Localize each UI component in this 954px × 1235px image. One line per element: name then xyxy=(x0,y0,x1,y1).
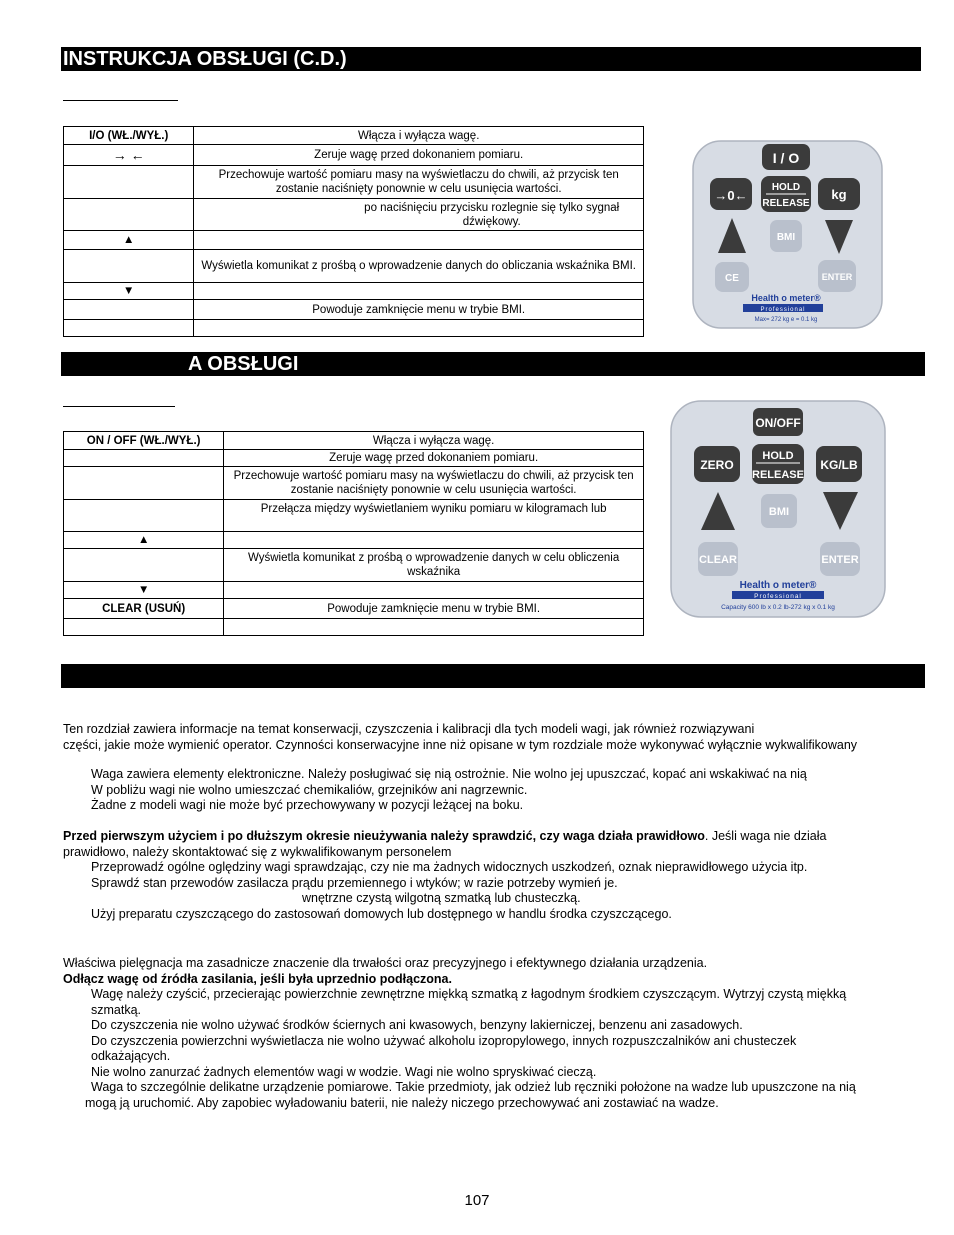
control-key xyxy=(64,549,224,582)
warning-item: W pobliżu wagi nie wolno umieszczać chemikaliów, grzejników ani nagrzewnic. xyxy=(91,782,528,797)
check-item: Sprawdź stan przewodów zasilacza prądu przemiennego i wtyków; w razie potrzeby wymień je. xyxy=(91,875,618,890)
warning-list xyxy=(63,767,923,814)
release-key-label: RELEASE xyxy=(752,469,804,481)
control-key: CLEAR (USUŃ) xyxy=(64,599,224,619)
controls-table xyxy=(63,126,644,337)
controls-table xyxy=(63,431,644,636)
control-key xyxy=(64,199,194,231)
hold-key-label: HOLD xyxy=(762,450,794,462)
care-intro: Właściwa pielęgnacja ma zasadnicze znaczenie dla trwałości oraz precyzyjnego i efektywnego działania urządzenia. xyxy=(63,956,708,970)
control-desc: Przechowuje wartość pomiaru masy na wyświetlaczu do chwili, aż przycisk ten zostanie naciśnięty ponownie w celu usunięcia wartości. xyxy=(194,166,644,199)
control-key xyxy=(64,467,224,500)
control-key: ▼ xyxy=(64,582,224,599)
io-key-label: I / O xyxy=(772,150,800,166)
control-key: ON / OFF (WŁ./WYŁ.) xyxy=(64,432,224,450)
release-key-label: RELEASE xyxy=(762,198,810,209)
control-desc xyxy=(224,582,644,599)
enter-key-label: ENTER xyxy=(821,272,853,282)
control-key: ▲ xyxy=(64,231,194,250)
clean-item-cont: mogą ją uruchomić. Aby zapobiec wyładowaniu baterii, nie należy niczego przechowywać ani zostawiać na wadze. xyxy=(85,1095,719,1110)
section-title-bar xyxy=(61,47,921,71)
check-intro-rest: . Jeśli waga nie działa xyxy=(704,829,827,843)
keypad-image-1 xyxy=(690,138,885,331)
intro-paragraph xyxy=(63,722,923,753)
kg-key-label: kg xyxy=(831,187,847,202)
section-title: INSTRUKCJA OBSŁUGI (C.D.) xyxy=(63,48,347,70)
brand-logo: Health o meter® xyxy=(751,293,821,303)
control-desc: po naciśnięciu przycisku rozlegnie się tylko sygnał dźwiękowy. xyxy=(194,199,644,231)
control-key: → ← xyxy=(64,145,194,166)
control-desc: Przechowuje wartość pomiaru masy na wyświetlaczu do chwili, aż przycisk ten zostanie naciśnięty ponownie w celu usunięcia wartości. xyxy=(224,467,644,500)
zero-key-label: →0← xyxy=(714,188,748,203)
check-item: Użyj preparatu czyszczącego do zastosowań domowych lub dostępnego w handlu środka czyszczącego. xyxy=(91,906,672,921)
intro-line: części, jakie może wymienić operator. Czynności konserwacyjne inne niż opisane w tym rozdziale może wykonywać wyłącznie wykwalifikowany xyxy=(63,737,858,752)
warning-item: Żadne z modeli wagi nie może być przechowywany w pozycji leżącej na boku. xyxy=(91,798,524,812)
capacity-label: Capacity 600 lb x 0.2 lb-272 kg x 0.1 kg xyxy=(721,604,835,611)
clean-item: Wagę należy czyścić, przecierając powierzchnie zewnętrzne miękką szmatką z łagodnym środkiem czyszczącym. Wytrzyj czystą miękką xyxy=(91,987,847,1001)
check-intro-line2: prawidłowo, należy skontaktować się z wykwalifikowanym personelem xyxy=(63,844,452,859)
control-desc: Przełącza między wyświetlaniem wyniku pomiaru w kilogramach lub xyxy=(224,500,644,532)
control-desc xyxy=(194,283,644,300)
check-item: Przeprowadź ogólne oględziny wagi sprawdzając, czy nie ma żadnych widocznych uszkodzeń, oznak nieprawidłowego użycia itp. xyxy=(91,860,808,874)
intro-line: Ten rozdział zawiera informacje na temat konserwacji, czyszczenia i kalibracji dla tych modeli wagi, jak również rozwiązywani xyxy=(63,722,755,736)
control-key: I/O (WŁ./WYŁ.) xyxy=(64,127,194,145)
section-title-bar xyxy=(61,664,925,688)
subheading-underline xyxy=(63,406,175,407)
control-key: ▼ xyxy=(64,283,194,300)
onoff-key-label: ON/OFF xyxy=(755,416,801,430)
keypad-image-2 xyxy=(668,398,888,620)
control-key xyxy=(64,250,194,283)
control-desc xyxy=(194,231,644,250)
hold-key-label: HOLD xyxy=(771,182,801,193)
control-key xyxy=(64,500,224,532)
brand-logo: Health o meter® xyxy=(739,580,817,591)
control-desc: Wyświetla komunikat z prośbą o wprowadzenie danych do obliczania wskaźnika BMI. xyxy=(194,250,644,283)
control-key xyxy=(64,320,194,337)
bmi-key-label: BMI xyxy=(768,506,790,518)
clean-item: Nie wolno zanurzać żadnych elementów wagi w wodzie. Wagi nie wolno spryskiwać cieczą. xyxy=(91,1064,597,1079)
warning-item: Waga zawiera elementy elektroniczne. Należy posługiwać się nią ostrożnie. Nie wolno jej upuszczać, kopać ani wskakiwać na nią xyxy=(91,767,807,781)
capacity-label: Max= 272 kg e = 0.1 kg xyxy=(754,317,818,323)
clean-item: Do czyszczenia powierzchni wyświetlacza nie wolno używać alkoholu izopropylowego, innych rozpuszczalników ani chusteczek xyxy=(91,1033,797,1048)
control-desc xyxy=(224,532,644,549)
clear-key-label: CLEAR xyxy=(699,554,737,566)
control-desc: Włącza i wyłącza wagę. xyxy=(194,127,644,145)
enter-key-label: ENTER xyxy=(821,554,859,566)
control-desc: Zeruje wagę przed dokonaniem pomiaru. xyxy=(224,450,644,467)
clean-item: Waga to szczególnie delikatne urządzenie pomiarowe. Takie przedmioty, jak odzież lub ręczniki położone na wadze lub upuszczone na nią xyxy=(91,1080,856,1094)
kglb-key-label: KG/LB xyxy=(820,458,858,472)
ce-key-label: CE xyxy=(725,273,739,284)
check-section xyxy=(63,829,923,922)
control-desc: Zeruje wagę przed dokonaniem pomiaru. xyxy=(194,145,644,166)
control-key xyxy=(64,450,224,467)
control-desc xyxy=(194,320,644,337)
clean-item-cont: odkażających. xyxy=(91,1049,171,1063)
control-desc: Powoduje zamknięcie menu w trybie BMI. xyxy=(224,599,644,619)
clean-item-cont: szmatką. xyxy=(91,1002,142,1017)
brand-professional: Professional xyxy=(754,593,802,600)
check-intro xyxy=(63,829,923,845)
subheading-underline xyxy=(63,100,178,101)
section-title-bar xyxy=(61,352,925,376)
zero-key-label: ZERO xyxy=(700,458,734,472)
check-intro-bold: Przed pierwszym użyciem i po dłuższym okresie nieużywania należy sprawdzić, czy waga działa prawidłowo xyxy=(63,829,705,843)
check-item: wnętrzne czystą wilgotną szmatką lub chusteczką. xyxy=(302,891,581,905)
control-desc xyxy=(224,619,644,636)
control-desc: Włącza i wyłącza wagę. xyxy=(224,432,644,450)
section-title: A OBSŁUGI xyxy=(188,353,299,375)
control-key: ▲ xyxy=(64,532,224,549)
clean-item: Do czyszczenia nie wolno używać środków ściernych ani kwasowych, benzyny lakierniczej, benzenu ani zasadowych. xyxy=(91,1018,743,1032)
bmi-key-label: BMI xyxy=(776,232,796,243)
control-desc: Powoduje zamknięcie menu w trybie BMI. xyxy=(194,300,644,320)
page-number: 107 xyxy=(464,1192,490,1209)
control-key xyxy=(64,300,194,320)
control-key xyxy=(64,619,224,636)
brand-professional: Professional xyxy=(760,307,806,313)
care-warning: Odłącz wagę od źródła zasilania, jeśli była uprzednio podłączona. xyxy=(63,971,452,986)
care-section xyxy=(63,956,923,1111)
control-key xyxy=(64,166,194,199)
control-desc: Wyświetla komunikat z prośbą o wprowadzenie danych w celu obliczenia wskaźnika xyxy=(224,549,644,582)
